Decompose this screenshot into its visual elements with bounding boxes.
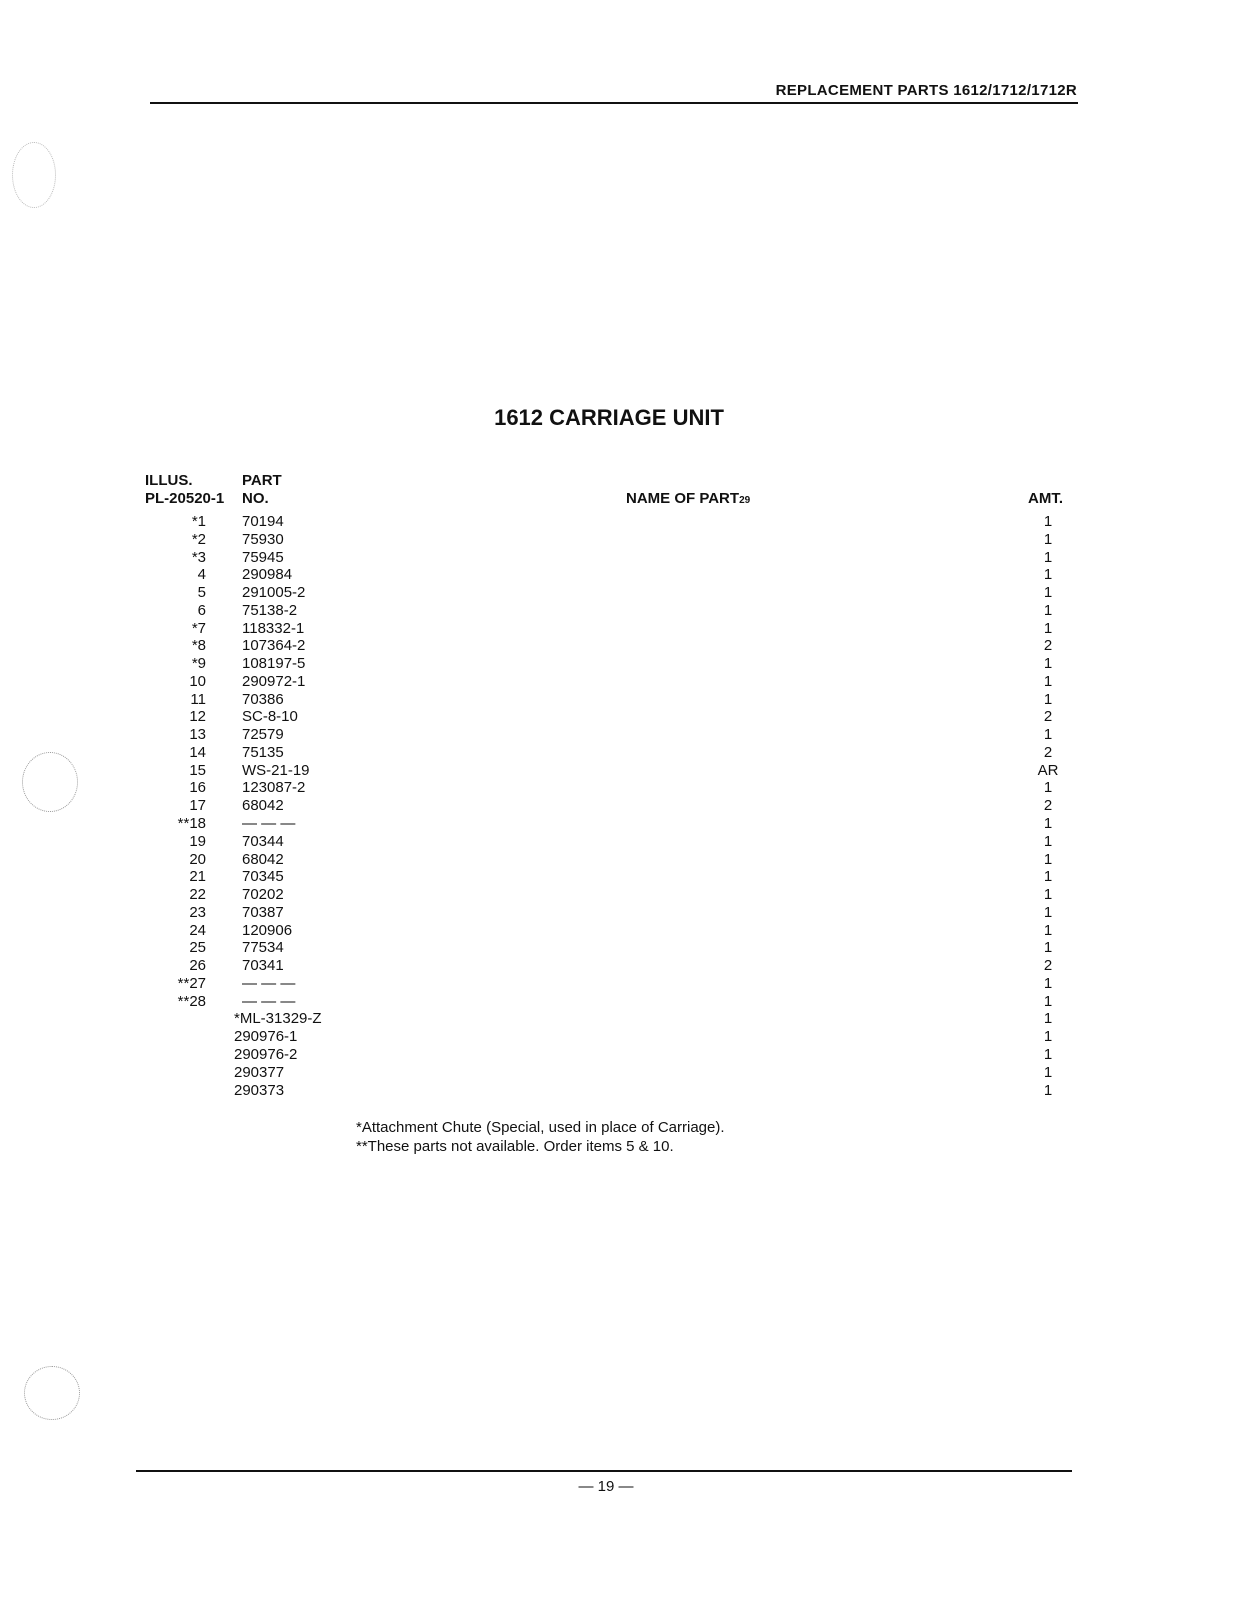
punch-hole-mark (24, 1366, 80, 1420)
part-amount: 1 (1043, 903, 1053, 921)
part-number: 70341 (242, 957, 284, 975)
illus-number: 17 (189, 797, 206, 815)
table-row (0, 939, 1237, 957)
part-number: — — — (242, 815, 296, 833)
illus-number: 11 (190, 690, 206, 708)
part-number: 70387 (242, 903, 284, 921)
footnote-not-available: **These parts not available. Order items 5 & 10. (356, 1138, 674, 1155)
part-amount: 1 (1043, 832, 1053, 850)
part-amount: 1 (1043, 690, 1053, 708)
illus-number: 5 (197, 584, 206, 602)
illus-number: 24 (189, 921, 206, 939)
table-row (0, 1010, 1237, 1028)
part-number: 72579 (242, 726, 284, 744)
part-amount: 2 (1043, 708, 1053, 726)
part-number: 290972-1 (242, 672, 306, 690)
column-header-name-of-part (626, 490, 750, 510)
part-number: WS-21-19 (242, 761, 310, 779)
table-row (0, 584, 1237, 602)
part-number: 290377 (234, 1063, 285, 1081)
part-amount: 1 (1043, 1045, 1053, 1063)
part-number: 68042 (242, 850, 284, 868)
part-amount: 1 (1043, 815, 1053, 833)
table-row (0, 513, 1237, 531)
illus-number: 22 (189, 886, 206, 904)
part-number: 75138-2 (242, 601, 298, 619)
illus-number: 4 (197, 566, 206, 584)
part-amount: 1 (1043, 672, 1053, 690)
illus-number: 16 (189, 779, 206, 797)
part-amount: 2 (1043, 957, 1053, 975)
illus-number: *9 (191, 655, 206, 673)
table-row (0, 620, 1237, 638)
table-row (0, 708, 1237, 726)
illus-number: *7 (191, 619, 206, 637)
page-number: — 19 — (578, 1478, 634, 1495)
part-amount: 2 (1043, 743, 1053, 761)
illus-number: 25 (189, 939, 206, 957)
parts-list (0, 513, 1237, 1099)
part-amount: 1 (1043, 868, 1053, 886)
footer-divider (136, 1470, 1072, 1472)
illus-number: 15 (189, 761, 206, 779)
part-amount: 1 (1043, 601, 1053, 619)
table-row (0, 655, 1237, 673)
illus-number: 20 (189, 850, 206, 868)
part-number: 70202 (242, 886, 284, 904)
illus-number: *3 (191, 548, 206, 566)
header-divider (150, 102, 1078, 104)
part-number: *ML-31329-Z (234, 1010, 322, 1028)
part-number: 75945 (242, 548, 284, 566)
part-amount: 1 (1043, 1010, 1053, 1028)
column-header-illus-line1: ILLUS. (145, 472, 193, 489)
part-number: 118332-1 (242, 619, 305, 637)
part-amount: 1 (1043, 779, 1053, 797)
part-amount: 1 (1043, 939, 1053, 957)
illus-number: 23 (189, 903, 206, 921)
table-row (0, 744, 1237, 762)
table-row (0, 1064, 1237, 1082)
part-amount: 1 (1043, 974, 1053, 992)
table-row (0, 868, 1237, 886)
part-number: SC-8-10 (242, 708, 298, 726)
page-title: 1612 CARRIAGE UNIT (494, 405, 724, 430)
table-row (0, 886, 1237, 904)
illus-number: *2 (191, 530, 206, 548)
part-number: 77534 (242, 939, 284, 957)
part-number: 120906 (242, 921, 293, 939)
illus-number: *8 (191, 637, 206, 655)
part-number: 290976-1 (234, 1028, 298, 1046)
table-row (0, 1082, 1237, 1100)
part-number: 70345 (242, 868, 284, 886)
illus-number: 12 (189, 708, 206, 726)
part-amount: 1 (1043, 1081, 1053, 1099)
table-row (0, 975, 1237, 993)
part-amount: 1 (1043, 1028, 1053, 1046)
part-amount: 1 (1043, 584, 1053, 602)
illus-number: 21 (189, 868, 206, 886)
illus-number: **28 (177, 992, 206, 1010)
part-number: 75930 (242, 530, 284, 548)
punch-hole-mark (12, 142, 56, 208)
table-row (0, 815, 1237, 833)
column-header-amount: AMT. (1028, 490, 1063, 507)
table-row (0, 637, 1237, 655)
illus-number: 6 (197, 601, 206, 619)
column-header-part-line1: PART (242, 472, 282, 489)
part-amount: 2 (1043, 637, 1053, 655)
part-number: 291005-2 (242, 584, 306, 602)
table-row (0, 833, 1237, 851)
part-amount: 1 (1043, 566, 1053, 584)
part-amount: 1 (1043, 513, 1053, 530)
part-number: 70194 (242, 513, 284, 530)
part-number: — — — (242, 992, 296, 1010)
table-row (0, 922, 1237, 940)
part-number: 290976-2 (234, 1045, 298, 1063)
table-row (0, 1046, 1237, 1064)
part-amount: 1 (1043, 655, 1053, 673)
footnotes (356, 1118, 725, 1156)
table-row (0, 779, 1237, 797)
part-number: 75135 (242, 743, 284, 761)
table-row (0, 531, 1237, 549)
table-row (0, 957, 1237, 975)
illus-number: 10 (189, 672, 206, 690)
part-number: 107364-2 (242, 637, 306, 655)
part-amount: 1 (1043, 530, 1053, 548)
part-number: — — — (242, 974, 296, 992)
table-row (0, 797, 1237, 815)
part-amount: 1 (1043, 921, 1053, 939)
table-row (0, 602, 1237, 620)
page-header-title: REPLACEMENT PARTS 1612/1712/1712R (775, 82, 1077, 99)
table-row (0, 904, 1237, 922)
part-number: 290373 (234, 1081, 285, 1099)
illus-number: **18 (177, 815, 206, 833)
part-amount: 1 (1043, 1063, 1053, 1081)
table-row (0, 673, 1237, 691)
table-row (0, 993, 1237, 1011)
illus-number: 13 (189, 726, 206, 744)
part-amount: 2 (1043, 797, 1053, 815)
table-row (0, 691, 1237, 709)
part-amount: 1 (1043, 548, 1053, 566)
column-header-name-text: NAME OF PART (626, 490, 740, 507)
part-amount: 1 (1043, 619, 1053, 637)
illus-number: 26 (189, 957, 206, 975)
column-header-name-suffix: 29 (739, 495, 751, 506)
part-amount: 1 (1043, 886, 1053, 904)
part-number: 70344 (242, 832, 284, 850)
column-header-part-no (242, 472, 282, 508)
part-number: 290984 (242, 566, 293, 584)
table-row (0, 726, 1237, 744)
illus-number: *1 (191, 513, 206, 530)
column-header-illus (145, 472, 224, 508)
illus-number: **27 (177, 974, 206, 992)
column-header-part-line2: NO. (242, 490, 269, 507)
illus-number: 19 (189, 832, 206, 850)
part-amount: 1 (1043, 850, 1053, 868)
table-row (0, 549, 1237, 567)
part-number: 68042 (242, 797, 284, 815)
part-amount: AR (1037, 761, 1059, 779)
table-row (0, 566, 1237, 584)
part-number: 70386 (242, 690, 284, 708)
footnote-attachment-chute: *Attachment Chute (Special, used in place of Carriage). (356, 1119, 725, 1136)
table-row (0, 762, 1237, 780)
part-amount: 1 (1043, 992, 1053, 1010)
illus-number: 14 (189, 743, 206, 761)
part-number: 123087-2 (242, 779, 306, 797)
part-number: 108197-5 (242, 655, 306, 673)
table-row (0, 851, 1237, 869)
table-row (0, 1028, 1237, 1046)
part-amount: 1 (1043, 726, 1053, 744)
column-header-illus-line2: PL-20520-1 (145, 490, 225, 507)
